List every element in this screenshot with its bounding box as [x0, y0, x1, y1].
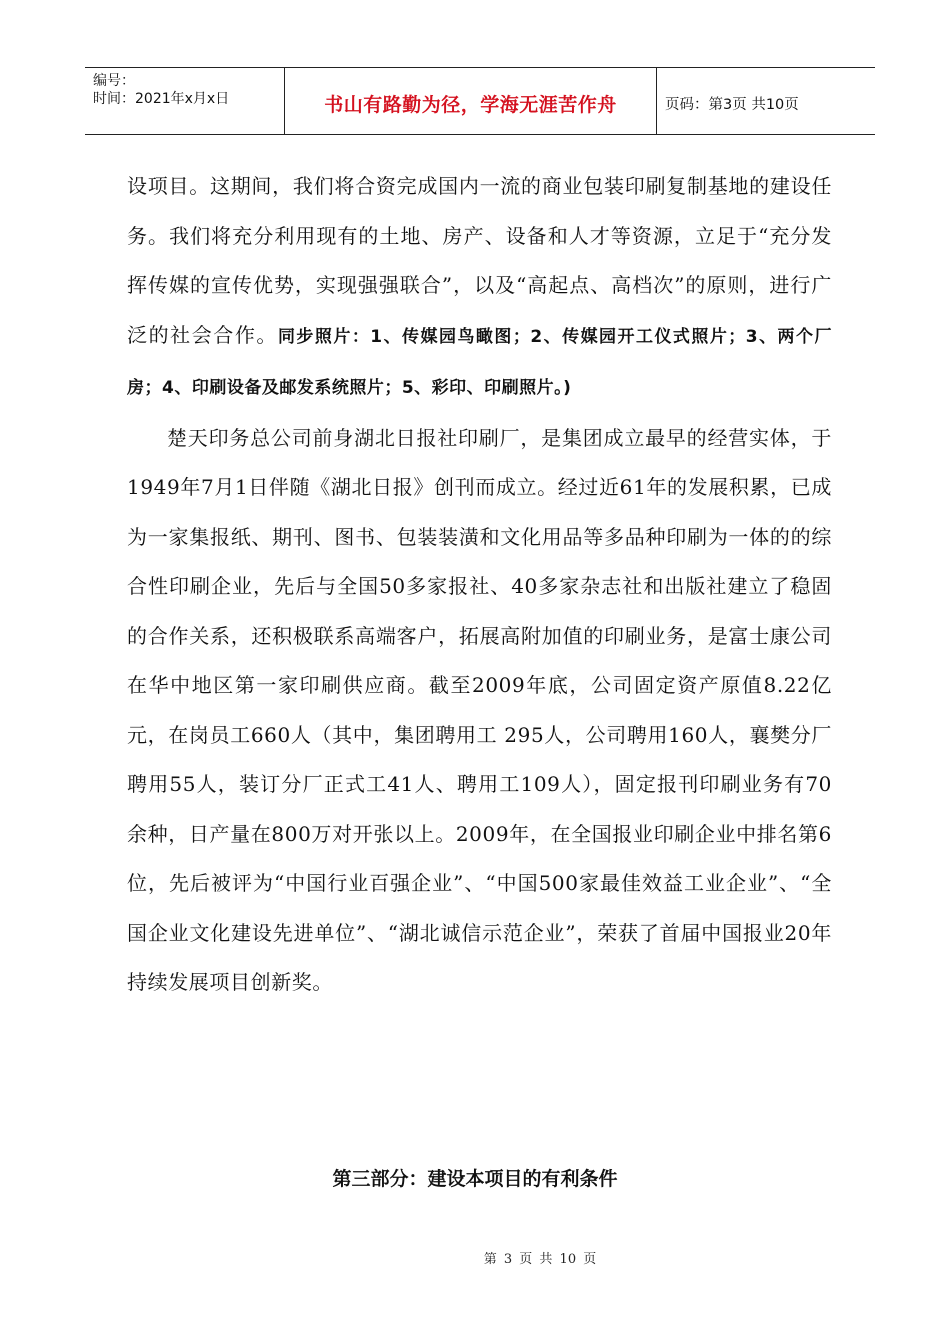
paragraph-1-text: 设项目。这期间，我们将合资完成国内一流的商业包装印刷复制基地的建设任务。我们将充分利用现有的土地、房产、设备和人才等资源，立足于“充分发挥传媒的宣传优势，实现强强联合”，以及“高起点、高档次”的原则，进行广泛的社会合作。	[127, 174, 832, 347]
document-number-label: 编号：	[93, 73, 135, 89]
header-motto: 书山有路勤为径，学海无涯苦作舟	[324, 93, 617, 116]
document-time-label: 时间：2021年x月x日	[93, 91, 230, 107]
document-body	[127, 162, 832, 1008]
header-motto-cell	[285, 68, 657, 134]
photo-note: 同步照片：1、传媒园鸟瞰图；2、传媒园开工仪式照片；3、两个厂房；4、印刷设备及邮发系统照片；5、彩印、印刷照片。)	[127, 326, 832, 398]
section-heading: 第三部分：建设本项目的有利条件	[332, 1168, 618, 1190]
paragraph-1	[127, 162, 832, 414]
header-page-info: 页码：第3页 共10页	[665, 96, 799, 113]
header-meta	[85, 68, 285, 134]
page-footer: 第 3 页 共 10 页	[483, 1252, 597, 1267]
paragraph-2: 楚天印务总公司前身湖北日报社印刷厂，是集团成立最早的经营实体，于1949年7月1日伴随《湖北日报》创刊而成立。经过近61年的发展积累，已成为一家集报纸、期刊、图书、包装装潢和文化用品等多品种印刷为一体的的综合性印刷企业，先后与全国50多家报社、40多家杂志社和出版社建立了稳固的合作关系，还积极联系高端客户，拓展高附加值的印刷业务，是富士康公司在华中地区第一家印刷供应商。截至2009年底，公司固定资产原值8.22亿元，在岗员工660人（其中，集团聘用工 295人，公司聘用160人，襄樊分厂聘用55人，装订分厂正式工41人、聘用工109人），固定报刊印刷业务有70余种，日产量在800万对开张以上。2009年，在全国报业印刷企业中排名第6位，先后被评为“中国行业百强企业”、“中国500家最佳效益工业企业”、“全国企业文化建设先进单位”、“湖北诚信示范企业”，荣获了首届中国报业20年持续发展项目创新奖。	[127, 425, 832, 994]
page-header	[85, 67, 875, 135]
